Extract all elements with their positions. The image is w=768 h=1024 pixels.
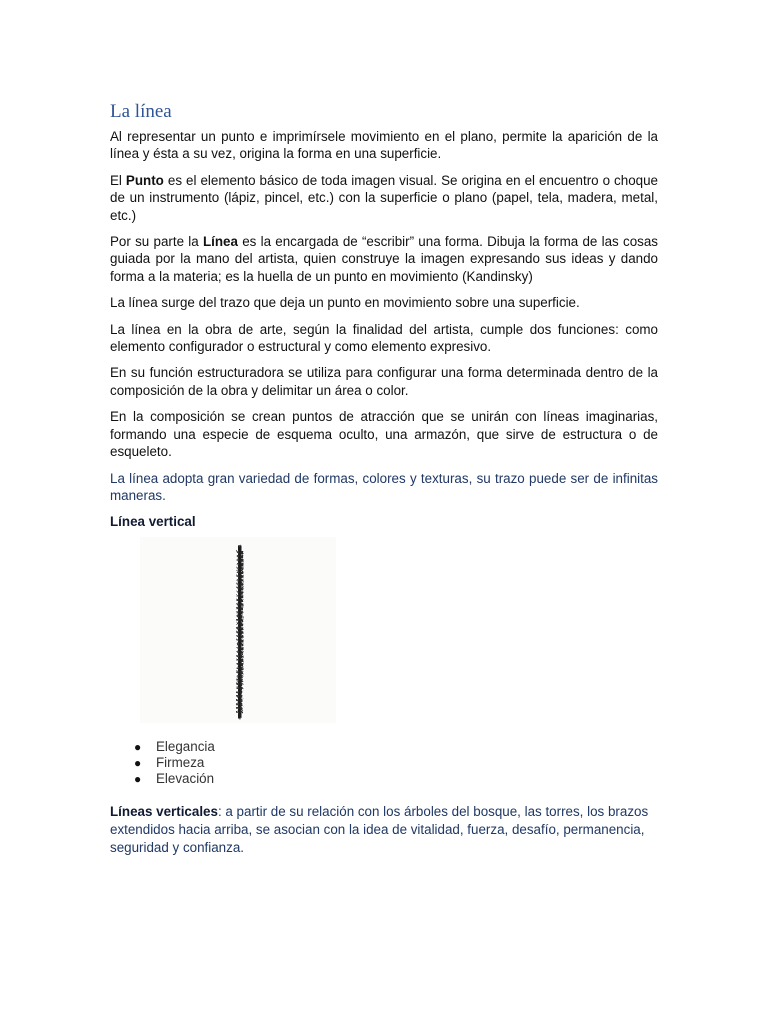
list-item-label: Elegancia [156,738,215,754]
paragraph-vertical-lines-rest: : a partir de su relación con los árboles del bosque, las torres, los brazos extendidos hacia arriba, se asocian con la idea de vitalidad, fuerza, desafío, permanencia, seguridad y confianza. [110,803,649,855]
vertical-stroke-drawing [140,537,336,723]
vertical-stroke-texture-2 [241,551,242,713]
term-linea: Línea [202,234,238,250]
bullet-icon: ● [134,755,142,770]
paragraph-trazo: La línea surge del trazo que deja un punto en movimiento sobre una superficie. [110,295,580,311]
paragraph-linea-pre: Por su parte la [110,234,203,250]
paragraph-punto-pre: El [110,172,126,188]
paragraph-formas: La línea adopta gran variedad de formas, colores y texturas, su trazo puede ser de infinitas maneras. [110,470,658,503]
paragraph-linea-post: es la encargada de “escribir” una forma. Dibuja la forma de las cosas guiada por la mano del artista, quien construye la imagen expresando sus ideas y dando forma a la materia; es la huella de un punto en movimiento (Kandinsky) [110,234,658,284]
paragraph-composicion: En la composición se crean puntos de atracción que se unirán con líneas imaginarias, formando una especie de esquema oculto, una armazón, que sirve de estructura o de esqueleto. [110,409,658,460]
list-item [134,754,658,771]
paragraph-intro: Al representar un punto e imprimírsele movimiento en el plano, permite la aparición de la línea y ésta a su vez, origina la forma en una superficie. [110,129,658,162]
list-item [134,770,658,787]
vertical-stroke-texture [237,551,238,713]
paragraph-punto-post: es el elemento básico de toda imagen visual. Se origina en el encuentro o choque de un instrumento (lápiz, pincel, etc.) con la superficie o plano (papel, tela, madera, metal, etc.) [110,172,658,223]
paragraph-linea [110,233,658,285]
bullet-icon: ● [134,739,142,754]
term-vertical-lines: Líneas verticales [110,803,218,819]
paragraph-vertical-lines [110,803,658,857]
list-item-label: Firmeza [156,754,205,770]
list-item [134,738,658,755]
paragraph-funciones: La línea en la obra de arte, según la finalidad del artista, cumple dos funciones: como elemento configurador o estructural y como elemento expresivo. [110,321,658,355]
vertical-line-heading: Línea vertical [110,514,196,530]
bullet-icon: ● [134,771,142,786]
vertical-line-image [140,537,336,723]
term-punto: Punto [125,172,164,188]
list-item-label: Elevación [156,770,215,786]
paragraph-punto [110,172,658,224]
bullet-list [110,739,658,787]
page-title: La línea [110,101,172,122]
paragraph-estructuradora: En su función estructuradora se utiliza para configurar una forma determinada dentro de la composición de la obra y delimitar un área o color. [110,365,658,398]
document-page [110,100,658,857]
